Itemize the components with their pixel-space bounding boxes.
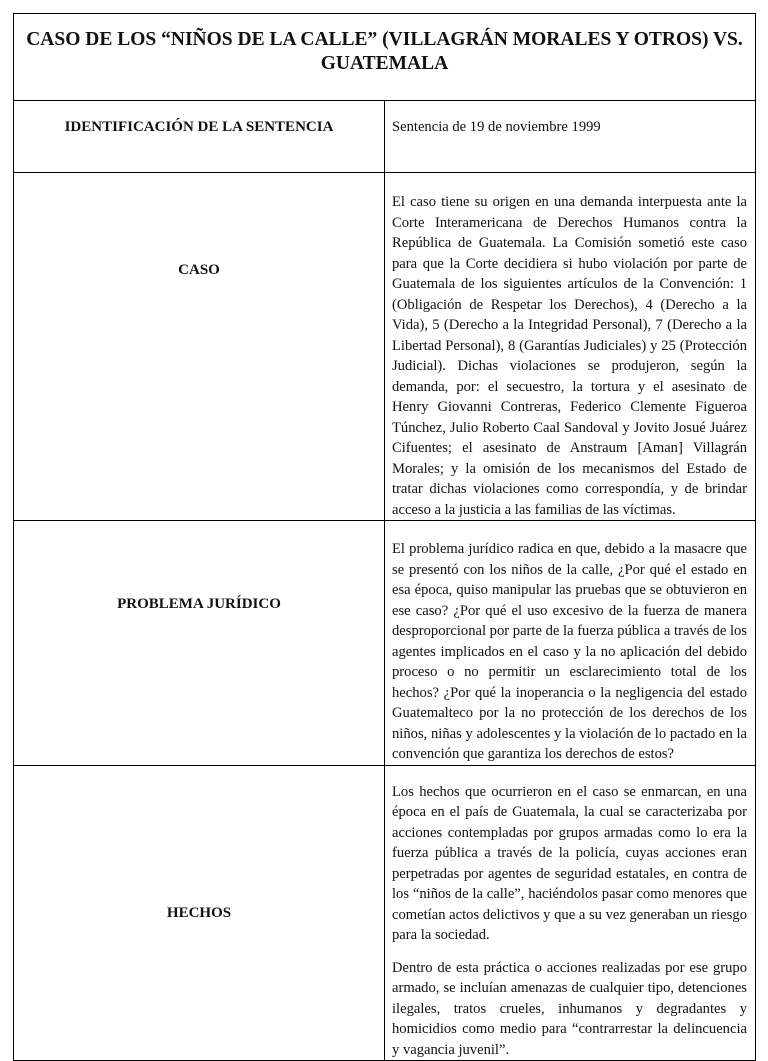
row-label-cell xyxy=(14,765,385,1061)
caso-text: El caso tiene su origen en una demanda interpuesta ante la Corte Interamericana de Derechos Humanos contra la República de Guatemala. La Comisión sometió este caso para que la Corte decidiera si hubo violación por parte de Guatemala de los siguientes artículos de la Convención: 1 (Obligación de Respetar los Derechos), 4 (Derecho a la Vida), 5 (Derecho a la Integridad Personal), 7 (Derecho a la Libertad Personal), 8 (Garantías Judiciales) y 25 (Protección Judicial). Dichas violaciones se produjeron, según la demanda, por: el secuestro, la tortura y el asesinato de Henry Giovanni Contreras, Federico Clemente Figueroa Túnchez, Julio Roberto Caal Sandoval y Jovito Josué Juárez Cifuentes; el asesinato de Anstraum [Aman] Villagrán Morales; y la omisión de los mecanismos del Estado de tratar dichas violaciones como correspondía, y de brindar acceso a la justicia a las familias de las víctimas. xyxy=(392,194,747,518)
table-row-caso xyxy=(14,173,756,521)
problema-juridico-text: El problema jurídico radica en que, debido a la masacre que se presentó con los niños de la calle, ¿Por qué el estado en esa época, quiso manipular las pruebas que se obtuvieron en ese caso? ¿Por qué el uso excesivo de la fuerza de manera desproporcional por parte de la fuerza pública a través de los agentes implicados en el caso y la no aplicación del debido proceso o no permitir un esclarecimiento total de los hechos? ¿Por qué la inoperancia o la negligencia del estado Guatemalteco por la no protección de los derechos de los niños, niñas y adolescentes y la violación de lo pactado en la convención que garantiza los derechos de estos? xyxy=(392,541,747,762)
row-label-cell xyxy=(14,101,385,173)
row-content-cell xyxy=(385,765,756,1061)
title-row xyxy=(14,14,756,101)
table-row-identificacion xyxy=(14,101,756,173)
row-label-cell xyxy=(14,173,385,521)
document-title: CASO DE LOS “NIÑOS DE LA CALLE” (VILLAGRÁN MORALES Y OTROS) VS. GUATEMALA xyxy=(26,29,743,74)
case-summary-table xyxy=(13,13,756,1061)
hechos-paragraph: Dentro de esta práctica o acciones realizadas por ese grupo armado, se incluían amenazas de cualquier tipo, detenciones ilegales, tratos crueles, inhumanos y degradantes y homicidios como medio para “contrarrestar la delincuencia y vagancia juvenil”. xyxy=(392,959,747,1058)
document-page xyxy=(13,13,756,1061)
row-content-cell xyxy=(385,101,756,173)
row-label-hechos: HECHOS xyxy=(166,904,232,921)
table-row-hechos xyxy=(14,765,756,1061)
row-label-cell xyxy=(14,521,385,766)
row-content-cell xyxy=(385,521,756,766)
hechos-paragraph: Los hechos que ocurrieron en el caso se enmarcan, en una época en el país de Guatemala, la cual se caracterizaba por acciones contempladas por grupos armadas como lo era la fuerza pública a través de la policía, cuyas acciones eran perpetradas por agentes de seguridad estatales, en contra de los “niños de la calle”, haciéndolos pasar como menores que cometían actos delictivos y que a su vez generaban un riesgo para la sociedad. xyxy=(392,783,747,943)
row-label-identificacion: IDENTIFICACIÓN DE LA SENTENCIA xyxy=(64,119,334,135)
row-label-caso: CASO xyxy=(178,261,220,278)
table-row-problema-juridico xyxy=(14,521,756,766)
title-cell xyxy=(14,14,756,101)
identificacion-text: Sentencia de 19 de noviembre 1999 xyxy=(392,119,601,135)
row-label-problema-juridico: PROBLEMA JURÍDICO xyxy=(117,595,281,612)
row-content-cell xyxy=(385,173,756,521)
